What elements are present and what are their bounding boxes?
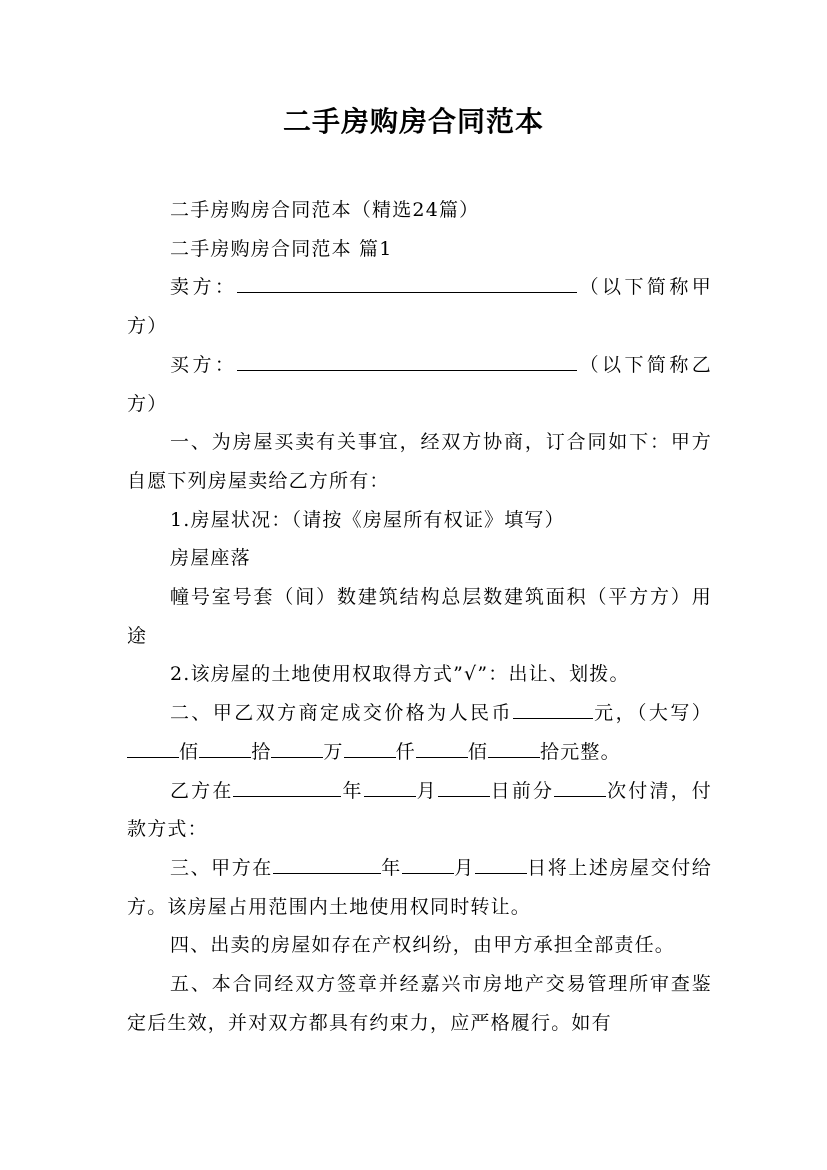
location-text: 房屋座落 xyxy=(170,547,251,570)
clause-2-text-g: 佰 xyxy=(467,740,489,763)
price-blank[interactable] xyxy=(513,698,593,719)
chapter-heading xyxy=(127,230,712,269)
payment-text-c: 月 xyxy=(415,779,438,802)
clause-1-text: 一、为房屋买卖有关事宜，经双方协商，订合同如下：甲方自愿下列房屋卖给乙方所有： xyxy=(127,431,712,492)
payment-month-blank[interactable] xyxy=(364,776,416,797)
clause-5-paragraph xyxy=(127,965,712,1042)
clause-2-text-f: 仟 xyxy=(395,740,416,763)
clause-3-text-c: 月 xyxy=(453,856,475,879)
clause-4-paragraph xyxy=(127,926,712,965)
price-hundred-blank[interactable] xyxy=(416,737,468,758)
clause-2-text-a: 二、甲乙双方商定成交价格为人民币 xyxy=(170,702,513,725)
clause-2-text-d: 拾 xyxy=(251,740,272,763)
clause-4-text: 四、出卖的房屋如存在产权纠纷，由甲方承担全部责任。 xyxy=(170,934,676,957)
payment-text-a: 乙方在 xyxy=(170,779,234,802)
clause-3-paragraph xyxy=(127,849,712,926)
subtitle-paragraph xyxy=(127,191,712,230)
clause-2-text-c: 佰 xyxy=(179,740,200,763)
buyer-paragraph xyxy=(127,346,712,423)
clause-1-1-paragraph xyxy=(127,501,712,540)
seller-name-blank[interactable] xyxy=(237,272,577,293)
buyer-label: 买方： xyxy=(170,353,238,376)
buyer-suffix: （以下简称乙方） xyxy=(127,353,713,415)
clause-3-text-d: 日将上述房屋交付给方。该房屋占用范围内土地使用权同时转让。 xyxy=(127,856,712,918)
price-thousand-blank[interactable] xyxy=(344,737,396,758)
clause-2-text-e: 万 xyxy=(323,740,344,763)
buyer-name-blank[interactable] xyxy=(237,350,577,371)
document-title: 二手房购房合同范本 xyxy=(282,105,544,138)
price-ten-million-blank[interactable] xyxy=(199,737,251,758)
clause-1-1-text: 1.房屋状况：（请按《房屋所有权证》填写） xyxy=(170,508,565,531)
subtitle-text: 二手房购房合同范本（精选24篇） xyxy=(170,199,480,221)
clause-1-2-paragraph xyxy=(127,655,712,694)
clause-3-text-b: 年 xyxy=(380,856,402,879)
delivery-day-blank[interactable] xyxy=(475,853,527,874)
clause-2-text-b: 元，（大写） xyxy=(592,702,712,725)
clause-5-text: 五、本合同经双方签章并经嘉兴市房地产交易管理所审查鉴定后生效，并对双方都具有约束力，应严格履行。如有 xyxy=(127,973,712,1034)
price-ten-blank[interactable] xyxy=(488,737,540,758)
location-paragraph xyxy=(127,539,712,578)
delivery-month-blank[interactable] xyxy=(402,853,454,874)
clause-2-paragraph xyxy=(127,694,712,771)
payment-day-blank[interactable] xyxy=(438,776,490,797)
payment-text-b: 年 xyxy=(341,779,364,802)
payment-text-e: 次付清，付款方式： xyxy=(127,779,712,841)
clause-3-text-a: 三、甲方在 xyxy=(170,856,273,879)
delivery-year-blank[interactable] xyxy=(273,853,381,874)
price-hundred-million-blank[interactable] xyxy=(127,737,179,758)
clause-2-text-h: 拾元整。 xyxy=(540,740,621,763)
building-fields-text: 幢号室号套（间）数建筑结构总层数建筑面积（平方方）用途 xyxy=(127,586,712,647)
payment-installments-blank[interactable] xyxy=(554,776,606,797)
price-ten-thousand-blank[interactable] xyxy=(271,737,323,758)
chapter-text: 二手房购房合同范本 篇1 xyxy=(170,237,393,260)
seller-suffix: （以下简称甲方） xyxy=(127,276,713,338)
payment-text-d: 日前分 xyxy=(489,779,555,802)
seller-paragraph xyxy=(127,268,712,345)
seller-label: 卖方： xyxy=(170,276,238,299)
document-body xyxy=(127,191,712,1042)
building-fields-paragraph xyxy=(127,578,712,655)
payment-paragraph xyxy=(127,772,712,849)
clause-1-paragraph xyxy=(127,423,712,500)
payment-year-blank[interactable] xyxy=(233,776,341,797)
clause-1-2-text: 2.该房屋的土地使用权取得方式”√”：出让、划拨。 xyxy=(170,663,630,686)
